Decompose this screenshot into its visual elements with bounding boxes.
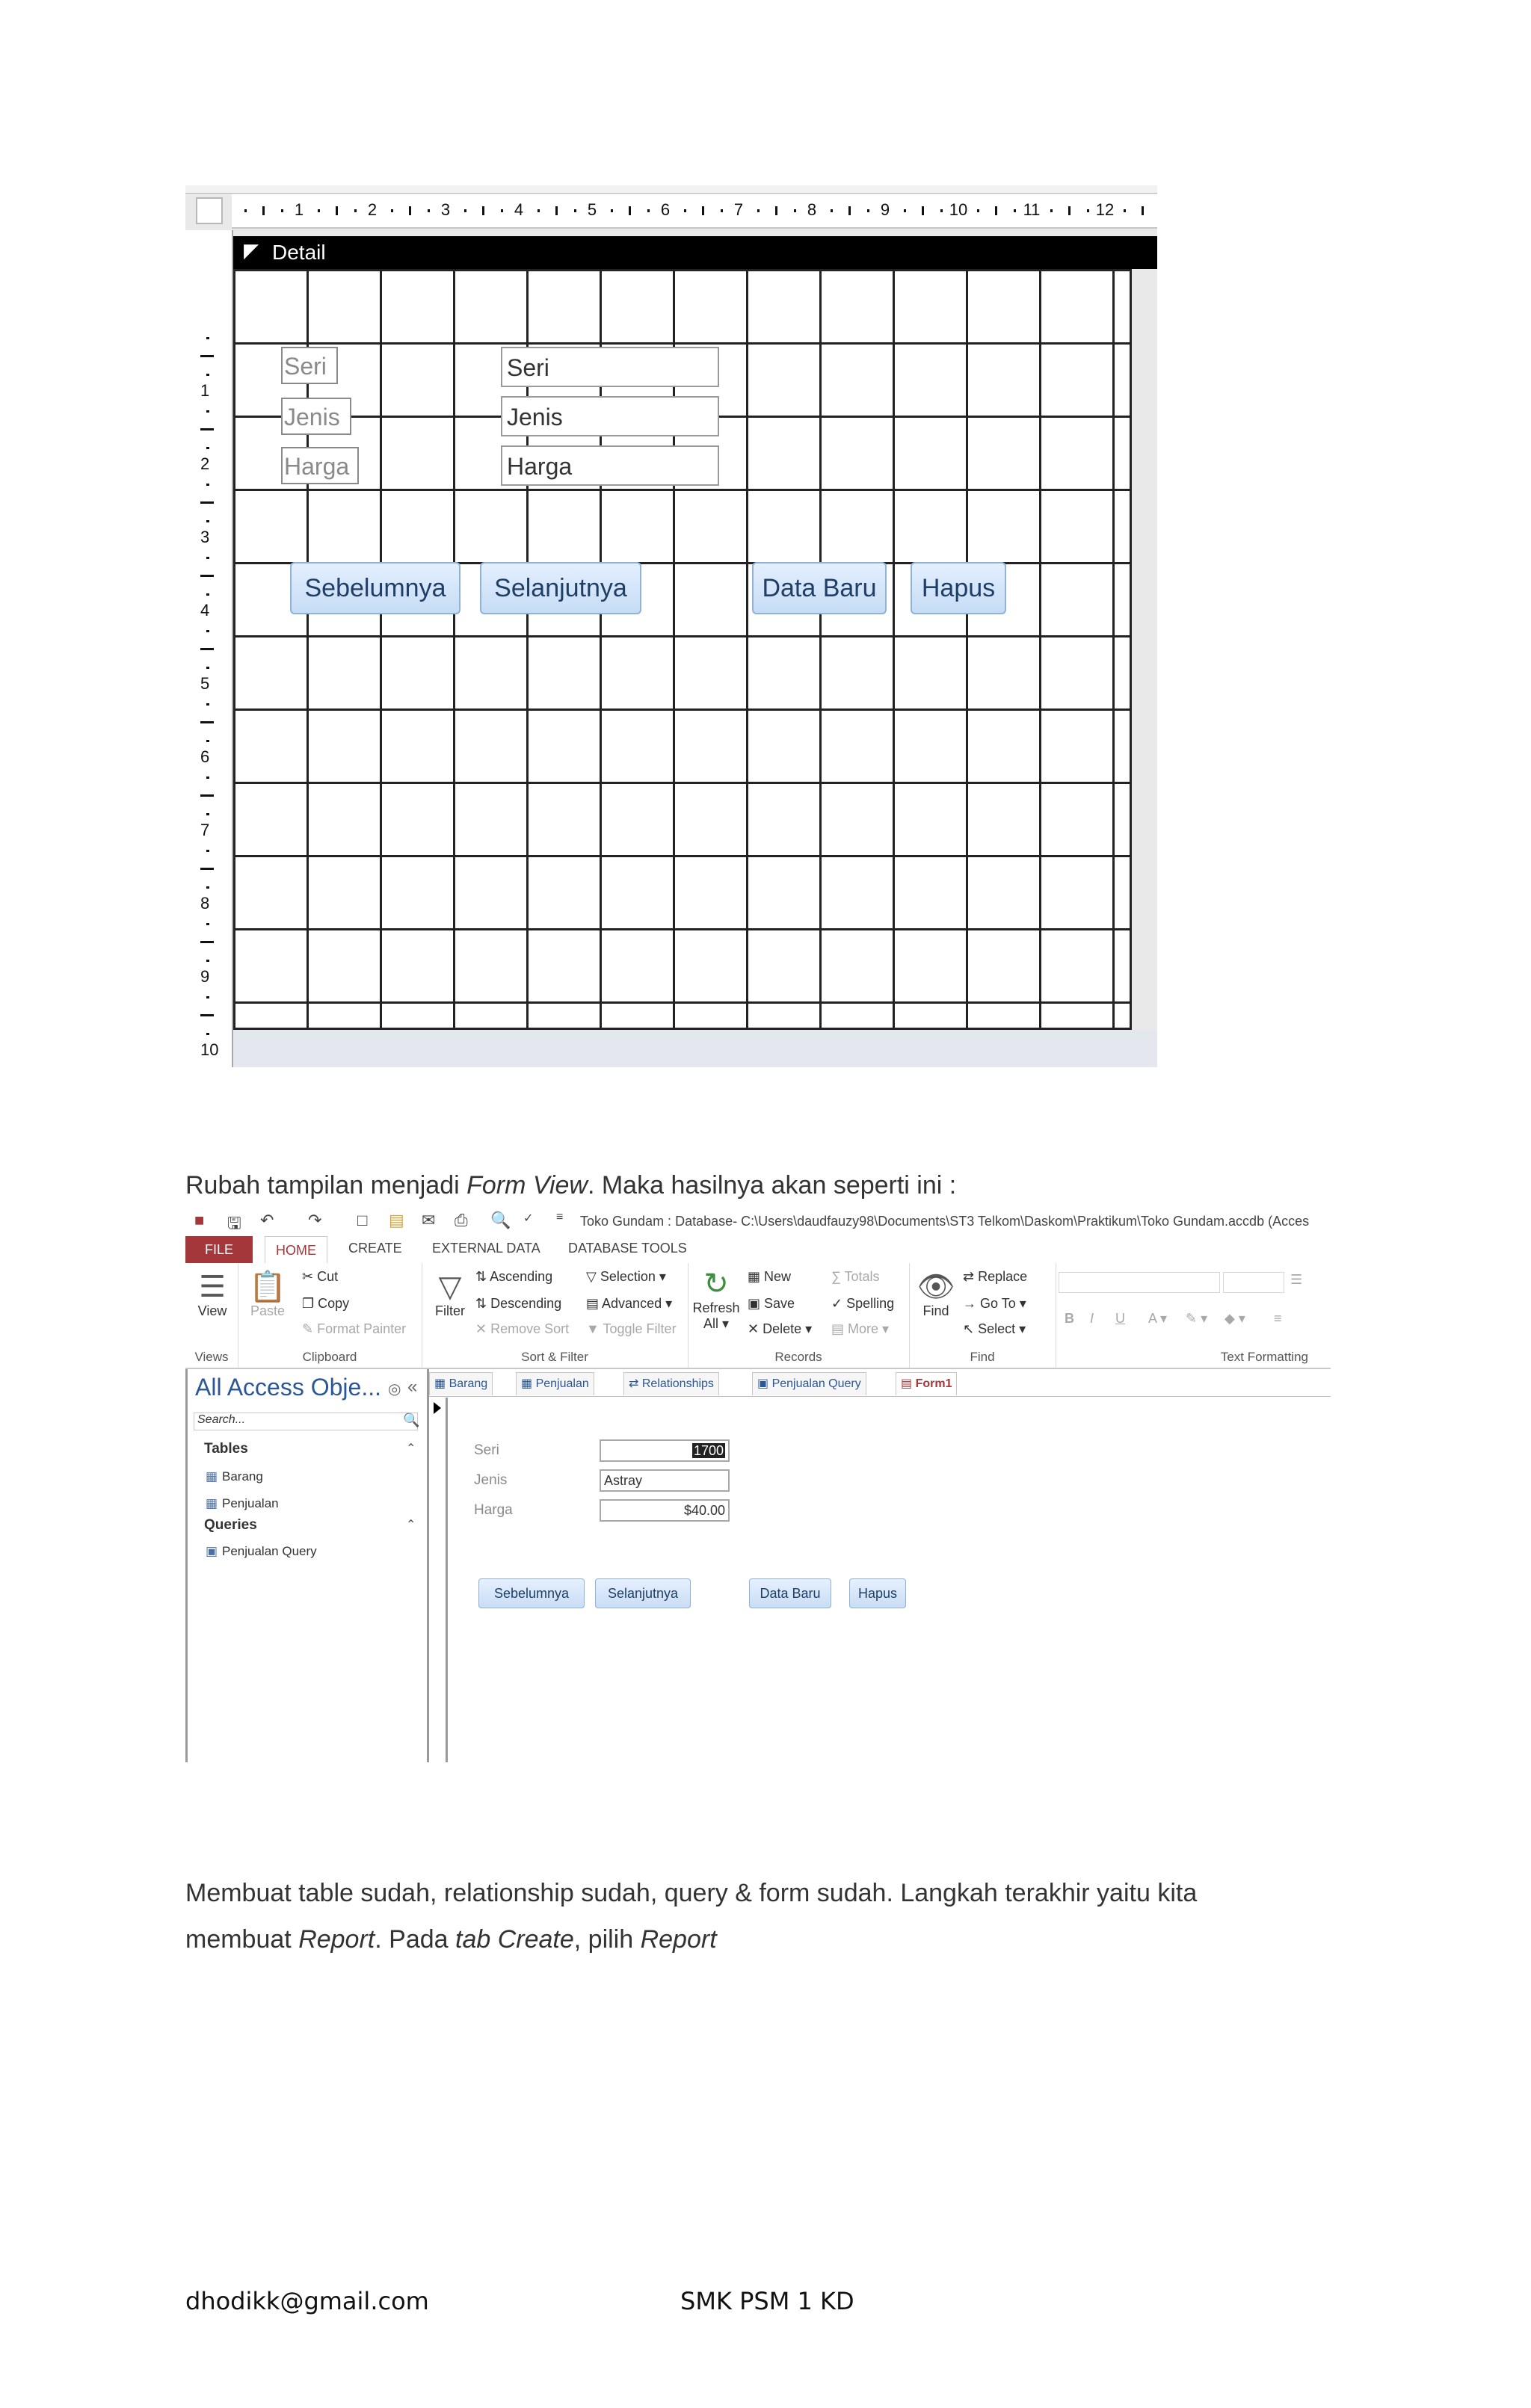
nav-search-input[interactable]: Search... [194, 1413, 418, 1430]
open-icon[interactable]: ▤ [389, 1211, 404, 1229]
ruler-tick [1014, 209, 1016, 212]
object-tab-barang[interactable]: ▦ Barang [429, 1372, 493, 1395]
form-field-harga[interactable]: $40.00 [600, 1499, 730, 1522]
goto-arrow-icon: → [963, 1296, 976, 1311]
ruler-tick [200, 868, 214, 870]
filter-button[interactable]: ▽ Filter [428, 1271, 472, 1319]
ruler-number: 6 [200, 747, 210, 766]
ruler-tick [977, 209, 979, 212]
form-view-area [429, 1398, 1331, 1762]
ruler-tick [206, 996, 209, 998]
tab-database-tools[interactable]: DATABASE TOOLS [568, 1241, 687, 1256]
ruler-tick [206, 410, 209, 413]
para2-line1: Membuat table sudah, relationship sudah, query & form sudah. Langkah terakhir yaitu kita [185, 1879, 1198, 1907]
ruler-tick [1050, 209, 1053, 212]
ruler-tick [206, 374, 209, 376]
form-button-selanjutnya[interactable]: Selanjutnya [595, 1578, 691, 1608]
tab-create[interactable]: CREATE [348, 1241, 402, 1256]
ruler-tick [206, 593, 209, 596]
filter-icon: ▽ [438, 1271, 462, 1303]
email-icon[interactable]: ✉ [422, 1211, 436, 1229]
ruler-tick [831, 209, 833, 212]
design-grid[interactable] [233, 269, 1132, 1030]
nav-pane-header[interactable]: All Access Obje... [195, 1374, 381, 1401]
ruler-tick [206, 447, 209, 449]
advanced-button[interactable]: ▤ Advanced ▾ [586, 1296, 673, 1311]
replace-icon: ⇄ [963, 1269, 975, 1284]
paste-icon: 📋 [249, 1271, 286, 1303]
delete-record-button[interactable]: ✕ Delete ▾ [748, 1321, 813, 1336]
object-tab-form1[interactable]: ▤ Form1 [896, 1372, 957, 1395]
ruler-number: 9 [880, 200, 890, 219]
paragraph-report [185, 1870, 1197, 1963]
ruler-tick [206, 960, 209, 962]
ruler-tick [757, 209, 760, 212]
ruler-tick [1142, 206, 1144, 215]
nav-dropdown-icon[interactable]: ◎ [388, 1381, 401, 1398]
remove-sort-button[interactable]: ✕ Remove Sort [475, 1321, 570, 1336]
ruler-tick [409, 206, 411, 215]
table-icon: ▦ [206, 1496, 218, 1510]
redo-icon[interactable]: ↷ [308, 1211, 322, 1229]
ruler-tick [647, 209, 650, 212]
ruler-tick [206, 630, 209, 632]
ruler-number: 3 [440, 200, 451, 219]
ruler-tick [200, 794, 214, 797]
label-seri[interactable]: Seri [281, 347, 338, 384]
navigation-pane [185, 1369, 429, 1762]
save-record-icon: ▣ [748, 1296, 761, 1311]
copy-icon: ❐ [302, 1296, 315, 1311]
ruler-tick [1068, 206, 1071, 215]
ruler-number: 8 [200, 894, 210, 913]
form-label-harga: Harga [474, 1502, 513, 1518]
ruler-tick [244, 209, 247, 212]
nav-section-tables[interactable]: Tables [204, 1441, 248, 1457]
group-name-find: Find [970, 1350, 995, 1364]
access-form-view-screenshot [185, 1206, 1331, 1762]
object-tab-penjualan-query[interactable]: ▣ Penjualan Query [752, 1372, 866, 1395]
ruler-tick [775, 206, 777, 215]
ruler-tick [318, 209, 320, 212]
title-bar [185, 1206, 1331, 1237]
ruler-tick [354, 209, 357, 212]
ruler-tick [629, 206, 631, 215]
ruler-number: 1 [200, 381, 210, 400]
ruler-tick [721, 209, 723, 212]
ruler-tick [200, 355, 214, 357]
nav-item-penjualan[interactable]: ▦ Penjualan [206, 1496, 279, 1510]
shutter-bar-close-icon[interactable]: « [407, 1377, 418, 1397]
group-clipboard [238, 1263, 422, 1368]
ruler-tick [206, 923, 209, 925]
remove-sort-icon: ✕ [475, 1321, 487, 1336]
sort-descending-icon: ⇅ [475, 1296, 487, 1311]
ruler-tick [336, 206, 338, 215]
copy-button[interactable]: ❐ Copy [302, 1296, 350, 1311]
ruler-tick [464, 209, 466, 212]
font-size-dropdown[interactable] [1223, 1272, 1284, 1293]
ruler-number: 10 [949, 200, 968, 219]
group-text-formatting [1056, 1263, 1331, 1368]
ruler-tick [206, 337, 209, 339]
tab-file[interactable]: FILE [185, 1236, 253, 1263]
find-button[interactable]: 👁 Find [914, 1271, 958, 1319]
advanced-icon: ▤ [586, 1296, 600, 1311]
ruler-tick [206, 557, 209, 559]
design-bottom-strip [233, 1030, 1157, 1067]
para1-text-end: . Maka hasilnya akan seperti ini : [587, 1171, 957, 1200]
toggle-filter-button[interactable]: ▼ Toggle Filter [586, 1321, 677, 1336]
ruler-number: 9 [200, 967, 210, 986]
para1-emphasis: Form View [466, 1171, 588, 1200]
spelling-button[interactable]: ✓ Spelling [831, 1296, 895, 1311]
detail-section-label: Detail [272, 241, 326, 264]
form-field-seri[interactable]: 1700 [600, 1439, 730, 1462]
ruler-tick [1087, 209, 1089, 212]
customize-toolbar-icon[interactable]: ≡ [556, 1211, 564, 1223]
ruler-number: 6 [660, 200, 671, 219]
design-tab-strip [185, 185, 1157, 194]
vertical-ruler-strip [185, 230, 233, 1067]
form-label-seri: Seri [474, 1442, 499, 1458]
group-name-views: Views [194, 1350, 229, 1364]
select-cursor-icon: ↖ [963, 1321, 975, 1336]
horizontal-ruler [232, 194, 1157, 229]
ribbon-tabs [185, 1236, 1331, 1264]
ruler-tick [206, 703, 209, 706]
ruler-number: 4 [514, 200, 524, 219]
new-record-icon: ▦ [748, 1269, 761, 1284]
ruler-tick [200, 428, 214, 430]
print-icon[interactable]: ⎙ [455, 1211, 468, 1229]
collapse-tables-icon[interactable]: ⌃ [406, 1442, 416, 1455]
binoculars-icon: 👁 [917, 1271, 955, 1303]
form-button-hapus[interactable]: Hapus [849, 1578, 906, 1608]
group-views [185, 1263, 238, 1368]
tab-external-data[interactable]: EXTERNAL DATA [432, 1241, 540, 1256]
search-icon[interactable]: 🔍 [403, 1413, 420, 1427]
footer-school: SMK PSM 1 KD [680, 2287, 854, 2315]
save-record-button[interactable]: ▣ Save [748, 1296, 795, 1311]
totals-icon: ∑ [831, 1269, 841, 1284]
ruler-number: 4 [200, 601, 210, 620]
ruler-tick [206, 777, 209, 779]
ruler-tick [702, 206, 704, 215]
ruler-tick [206, 886, 209, 889]
ruler-tick [611, 209, 613, 212]
format-painter-icon: ✎ [302, 1321, 314, 1336]
ruler-tick [904, 209, 906, 212]
ruler-tick [574, 209, 576, 212]
object-tab-relationships[interactable]: ⇄ Relationships [623, 1372, 719, 1395]
fill-color-icon[interactable]: ◆ ▾ [1225, 1311, 1245, 1326]
select-button[interactable]: ↖ Select ▾ [963, 1321, 1026, 1336]
form-button-data-baru[interactable]: Data Baru [749, 1578, 831, 1608]
record-selector[interactable] [429, 1398, 448, 1762]
ruler-number: 8 [807, 200, 817, 219]
ruler-number: 7 [733, 200, 744, 219]
ruler-tick [537, 209, 540, 212]
refresh-icon: ↻ [703, 1268, 729, 1300]
form-button-sebelumnya[interactable]: Sebelumnya [478, 1578, 585, 1608]
object-tabs [429, 1369, 1331, 1397]
underline-icon[interactable]: U [1115, 1311, 1125, 1326]
ruler-tick [995, 206, 997, 215]
save-icon[interactable]: 🖫 [227, 1214, 241, 1232]
spelling-icon: ✓ [831, 1296, 843, 1311]
ruler-tick [200, 648, 214, 650]
toggle-filter-icon: ▼ [586, 1321, 600, 1336]
ruler-tick [200, 721, 214, 723]
ruler-tick [206, 520, 209, 522]
ruler-number: 12 [1095, 200, 1115, 219]
italic-icon[interactable]: I [1090, 1311, 1094, 1326]
selection-icon: ▽ [586, 1269, 597, 1284]
ruler-number: 1 [294, 200, 304, 219]
group-name-sort-filter: Sort & Filter [521, 1350, 588, 1364]
para1-text-start: Rubah tampilan menjadi [185, 1171, 467, 1200]
group-name-records: Records [774, 1350, 822, 1364]
group-records [688, 1263, 910, 1368]
ruler-tick [922, 206, 924, 215]
replace-button[interactable]: ⇄ Replace [963, 1269, 1028, 1284]
ruler-tick [206, 813, 209, 815]
new-icon[interactable]: □ [357, 1211, 368, 1229]
collapse-queries-icon[interactable]: ⌃ [406, 1519, 416, 1531]
ruler-tick [1124, 209, 1126, 212]
ruler-tick [555, 206, 558, 215]
print-preview-icon[interactable]: 🔍 [490, 1211, 511, 1229]
highlight-icon[interactable]: ✎ ▾ [1186, 1311, 1208, 1326]
vertical-ruler [196, 320, 223, 1067]
ruler-tick [281, 209, 283, 212]
paste-button[interactable]: 📋 Paste [245, 1271, 290, 1319]
sort-ascending-icon: ⇅ [475, 1269, 487, 1284]
query-icon: ▣ [206, 1544, 218, 1558]
spelling-check-icon[interactable]: ✓ [523, 1212, 534, 1225]
tab-home[interactable]: HOME [265, 1236, 327, 1264]
group-find [909, 1263, 1056, 1368]
ruler-tick [794, 209, 796, 212]
label-harga[interactable]: Harga [281, 447, 359, 484]
ruler-tick [200, 941, 214, 943]
ruler-tick [391, 209, 393, 212]
ruler-tick [200, 1014, 214, 1016]
ruler-number: 2 [367, 200, 378, 219]
footer-email: dhodikk@gmail.com [185, 2287, 429, 2315]
object-tab-penjualan[interactable]: ▦ Penjualan [516, 1372, 594, 1395]
para2-line2: membuat Report. Pada tab Create, pilih Report [185, 1925, 717, 1954]
detail-section-header[interactable] [233, 236, 1157, 269]
ascending-button[interactable]: ⇅ Ascending [475, 1269, 553, 1284]
more-icon: ▤ [831, 1321, 845, 1336]
window-title: Toko Gundam : Database- C:\Users\daudfauzy98\Documents\ST3 Telkom\Daskom\Praktikum\Toko Gundam.accdb (Acces [580, 1214, 1310, 1229]
ruler-tick [262, 206, 265, 215]
group-name-clipboard: Clipboard [302, 1350, 357, 1364]
form-label-jenis: Jenis [474, 1472, 508, 1488]
access-logo-icon: ■ [194, 1211, 205, 1229]
paragraph-form-view [185, 1169, 956, 1202]
selection-button[interactable]: ▽ Selection ▾ [586, 1269, 666, 1284]
table-icon: ▦ [206, 1469, 218, 1484]
cut-button[interactable]: ✂ Cut [302, 1269, 339, 1284]
ruler-tick [206, 850, 209, 852]
ruler-tick [940, 209, 943, 212]
align-icon[interactable]: ≡ [1274, 1311, 1282, 1326]
ribbon [185, 1263, 1331, 1369]
ruler-tick [482, 206, 484, 215]
descending-button[interactable]: ⇅ Descending [475, 1296, 562, 1311]
label-jenis[interactable]: Jenis [281, 398, 351, 435]
ruler-number: 11 [1023, 200, 1041, 219]
view-icon: ☰ [199, 1271, 226, 1303]
more-button[interactable]: ▤ More ▾ [831, 1321, 890, 1336]
ruler-tick [684, 209, 686, 212]
section-arrow-icon: ◤ [244, 239, 259, 262]
ruler-number: 5 [200, 674, 210, 693]
design-view-screenshot [185, 185, 1157, 1067]
new-record-button[interactable]: ▦ New [748, 1269, 792, 1284]
totals-button[interactable]: ∑ Totals [831, 1269, 880, 1284]
delete-icon: ✕ [748, 1321, 760, 1336]
goto-button[interactable]: → Go To ▾ [963, 1296, 1026, 1311]
bold-icon[interactable]: B [1065, 1311, 1074, 1326]
nav-section-queries[interactable]: Queries [204, 1517, 257, 1533]
ruler-tick [501, 209, 503, 212]
ruler-tick [200, 575, 214, 577]
ruler-tick [206, 740, 209, 742]
bullets-icon[interactable]: ☰ [1290, 1272, 1303, 1287]
font-name-dropdown[interactable] [1059, 1272, 1220, 1293]
ruler-tick [848, 206, 851, 215]
cut-icon: ✂ [302, 1269, 314, 1284]
ruler-tick [428, 209, 430, 212]
ruler-number: 7 [200, 821, 210, 839]
group-sort-filter [422, 1263, 689, 1368]
refresh-all-button[interactable]: ↻ Refresh All ▾ [691, 1268, 742, 1332]
design-button-data-baru[interactable]: Data Baru [752, 562, 887, 614]
nav-item-barang[interactable]: ▦ Barang [206, 1469, 263, 1484]
form-selector[interactable] [196, 197, 223, 224]
format-painter-button[interactable]: ✎ Format Painter [302, 1321, 407, 1336]
design-button-hapus[interactable]: Hapus [911, 562, 1006, 614]
ruler-tick [206, 484, 209, 486]
undo-icon[interactable]: ↶ [260, 1211, 274, 1229]
record-pointer-icon [434, 1402, 441, 1414]
view-button[interactable]: ☰ View [190, 1271, 235, 1319]
design-button-sebelumnya[interactable]: Sebelumnya [290, 562, 460, 614]
form-field-jenis[interactable]: Astray [600, 1469, 730, 1492]
nav-item-penjualan-query[interactable]: ▣ Penjualan Query [206, 1544, 317, 1558]
ruler-tick [200, 501, 214, 504]
ruler-tick [867, 209, 869, 212]
ruler-number: 5 [587, 200, 597, 219]
ruler-tick [206, 1033, 209, 1035]
ruler-number: 2 [200, 454, 210, 473]
field-harga[interactable]: Harga [501, 445, 719, 486]
ruler-tick [206, 667, 209, 669]
field-seri[interactable]: Seri [501, 347, 719, 387]
ruler-number: 10 [200, 1040, 219, 1059]
ruler-number: 3 [200, 528, 210, 546]
group-name-text-formatting: Text Formatting [1220, 1350, 1308, 1364]
design-button-selanjutnya[interactable]: Selanjutnya [480, 562, 641, 614]
field-jenis[interactable]: Jenis [501, 396, 719, 436]
font-color-icon[interactable]: A ▾ [1148, 1311, 1168, 1326]
